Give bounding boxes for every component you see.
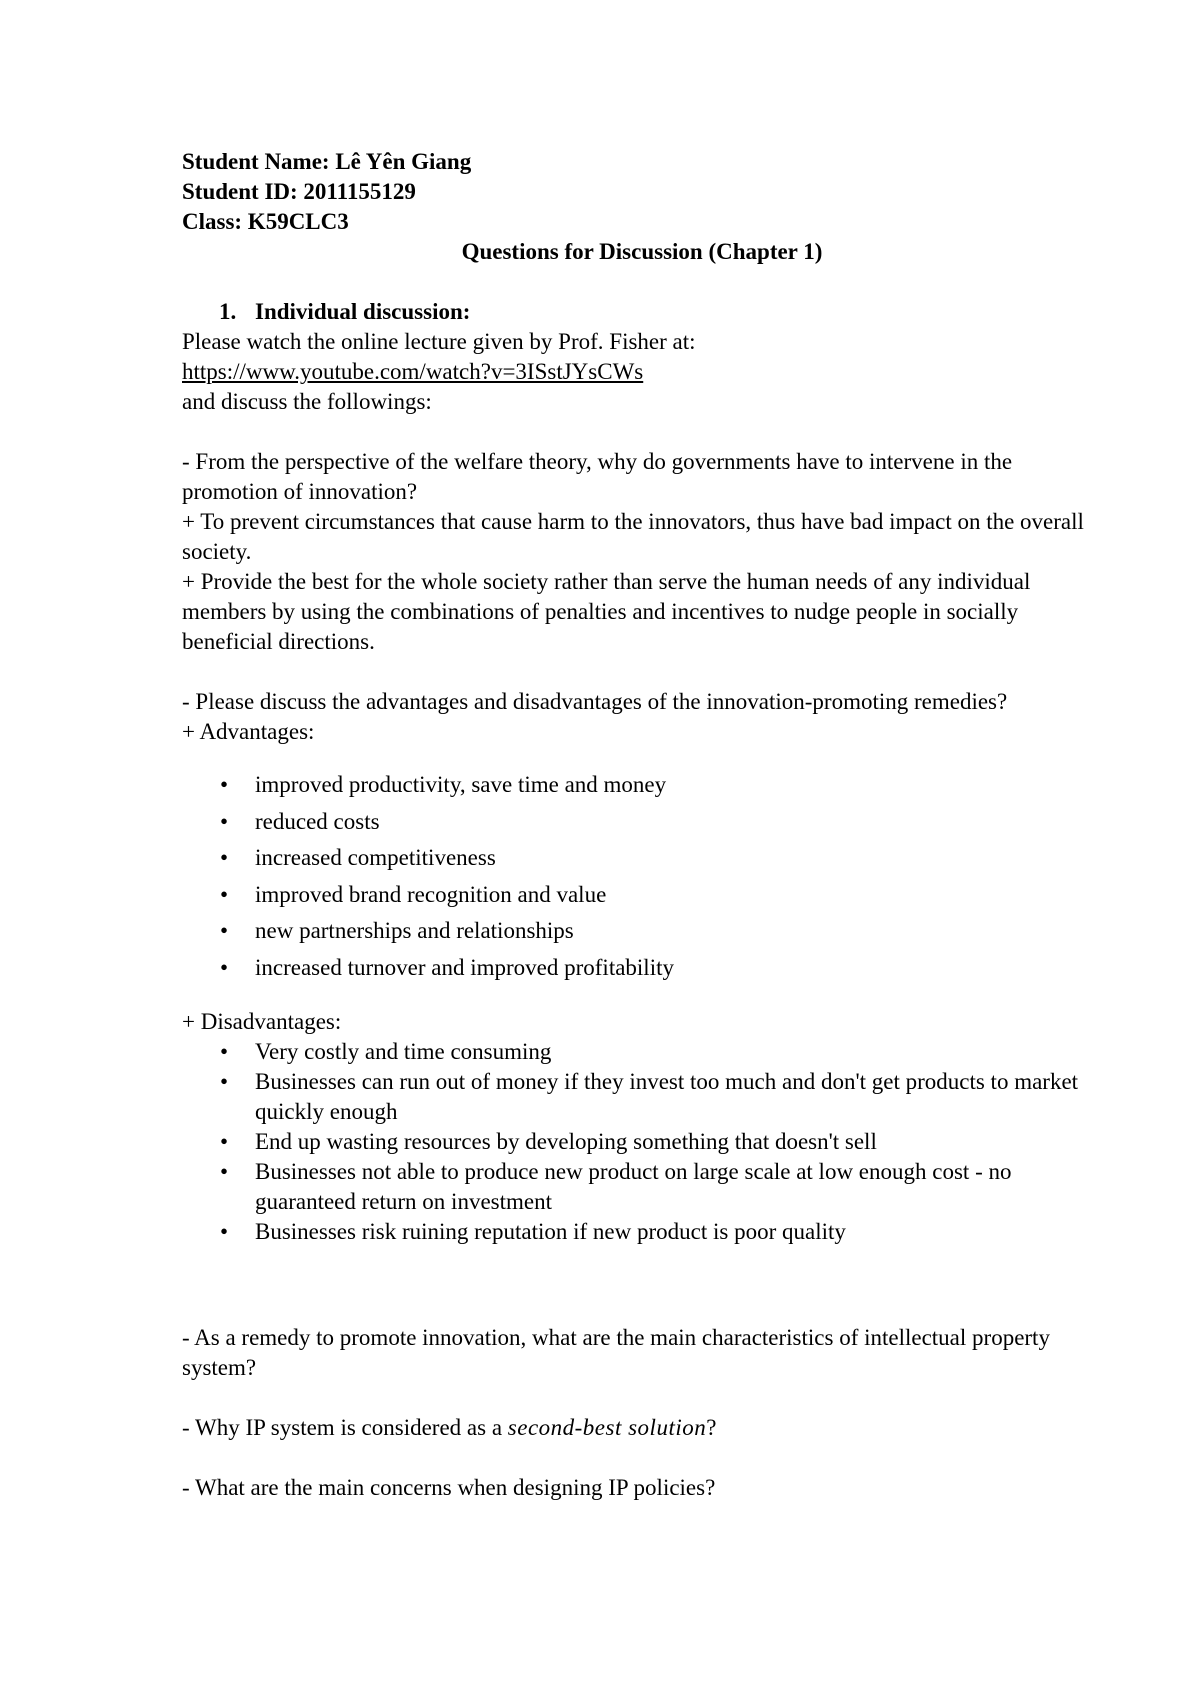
spacer	[182, 986, 1102, 1007]
bullet-icon: •	[220, 881, 229, 907]
spacer	[182, 657, 1102, 687]
answer-welfare-1: + To prevent circumstances that cause harm to the innovators, thus have bad impact on the overall society.	[182, 509, 1084, 564]
list-item: • increased turnover and improved profitability	[182, 950, 1102, 987]
spacer	[182, 1383, 1102, 1413]
list-item: • reduced costs	[182, 804, 1102, 841]
question-welfare: - From the perspective of the welfare theory, why do governments have to intervene in the promotion of innovation?	[182, 449, 1013, 504]
list-item: • improved brand recognition and value	[182, 877, 1102, 914]
list-item: • Businesses not able to produce new product on large scale at low enough cost - no guaranteed return on investment	[220, 1159, 1012, 1214]
student-class: Class: K59CLC3	[182, 209, 349, 234]
bullet-icon: •	[220, 1159, 229, 1184]
section-heading-text: Individual discussion:	[255, 299, 471, 324]
bullet-icon: •	[220, 1039, 229, 1064]
advantages-label: + Advantages:	[182, 719, 315, 744]
spacer	[182, 1443, 1102, 1473]
disadvantages-label: + Disadvantages:	[182, 1009, 342, 1034]
advantages-list	[182, 767, 1102, 986]
list-item: • End up wasting resources by developing something that doesn't sell	[182, 1127, 1102, 1157]
list-item: • Businesses risk ruining reputation if new product is poor quality	[182, 1217, 1102, 1247]
bullet-icon: •	[220, 1219, 229, 1244]
bullet-icon: •	[220, 772, 229, 797]
intro-text: Please watch the online lecture given by Prof. Fisher at:	[182, 329, 696, 354]
spacer	[182, 267, 1102, 297]
bullet-icon: •	[220, 845, 229, 870]
bullet-icon: •	[220, 1129, 229, 1154]
question-second-best: - Why IP system is considered as a second-best solution?	[182, 1415, 717, 1440]
bullet-icon: •	[220, 918, 229, 943]
bullet-icon: •	[220, 954, 229, 980]
list-item: • Very costly and time consuming	[182, 1037, 1102, 1067]
question-ip-concerns: - What are the main concerns when designing IP policies?	[182, 1475, 716, 1500]
emphasis-text: second-best solution	[507, 1415, 707, 1440]
lecture-link[interactable]: https://www.youtube.com/watch?v=3ISstJYsCWs	[182, 359, 644, 384]
list-item: • improved productivity, save time and money	[182, 767, 1102, 804]
spacer	[182, 1247, 1102, 1323]
section-heading	[182, 297, 1102, 327]
question-advantages: - Please discuss the advantages and disadvantages of the innovation-promoting remedies?	[182, 689, 1008, 714]
document-content	[182, 147, 1102, 1503]
list-item: • increased competitiveness	[182, 840, 1102, 877]
answer-welfare-2: + Provide the best for the whole society rather than serve the human needs of any individual members by using the combinations of penalties and incentives to nudge people in socially beneficial directions.	[182, 569, 1031, 654]
spacer	[182, 417, 1102, 447]
list-item: • new partnerships and relationships	[182, 913, 1102, 950]
bullet-icon: •	[220, 1069, 229, 1094]
intro-text-2: and discuss the followings:	[182, 389, 432, 414]
bullet-icon: •	[220, 808, 229, 834]
student-id: Student ID: 2011155129	[182, 179, 416, 204]
disadvantages-list	[182, 1037, 1102, 1247]
section-number: 1.	[219, 299, 237, 324]
list-item: • Businesses can run out of money if they invest too much and don't get products to market quickly enough	[220, 1069, 1079, 1124]
spacer	[182, 747, 1102, 767]
student-name: Student Name: Lê Yên Giang	[182, 149, 472, 174]
document-title: Questions for Discussion (Chapter 1)	[461, 239, 823, 264]
question-ip-characteristics: - As a remedy to promote innovation, what are the main characteristics of intellectual property system?	[182, 1325, 1050, 1380]
